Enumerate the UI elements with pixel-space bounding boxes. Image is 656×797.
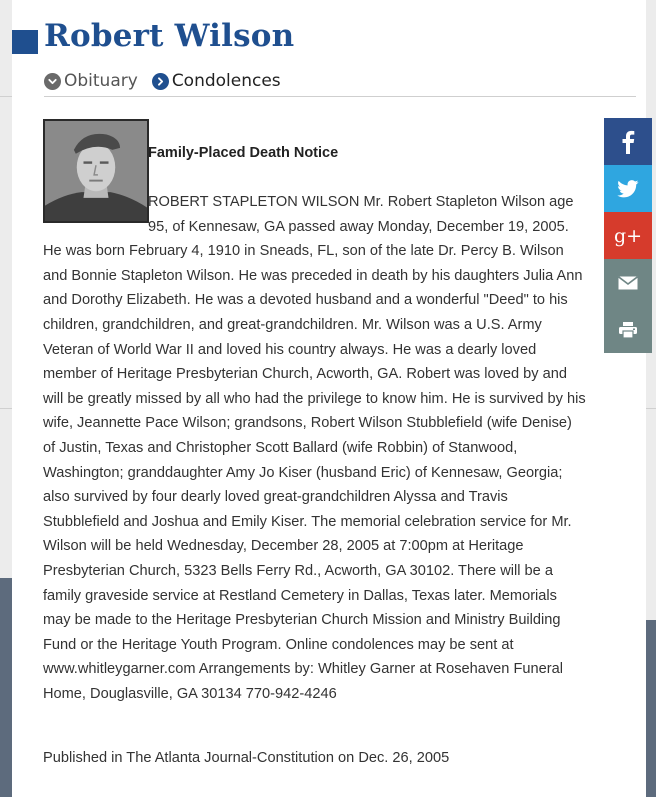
print-icon [619, 322, 637, 338]
tab-obituary-label: Obituary [64, 71, 138, 91]
obituary-body: ROBERT STAPLETON WILSON Mr. Robert Stapleton Wilson age 95, of Kennesaw, GA passed away Monday, December 19, 2005. He was born February 4, 1910 in Sneads, FL, son of the late Dr. Percy B. Wilson and Bonnie Stapleton Wilson. He was preceded in death by his daughters Julia Ann and Dorothy Elizabeth. He was a devoted husband and a wonderful "Deed" to his children, grandchildren, and great-grandchildren. Mr. Wilson was a U.S. Army Veteran of World War II and loved his country always. He was a dearly loved member of Heritage Presbyterian Church, Acworth, GA. Robert was loved by and will be greatly missed by all who had the privilege to know him. He is survived by his wife, Jeannette Pace Wilson; grandsons, Robert Wilson Stubblefield (wife Denise) of Justin, Texas and Christopher Scott Ballard (wife Robbin) of Stanwood, Washington; granddaughter Amy Jo Kiser (husband Eric) of Kennesaw, Georgia; also survived by four dearly loved great-grandchildren Alyssa and Travis Stubblefield and Joshua and Emily Kiser. The memorial celebration service for Mr. Wilson will be held Wednesday, December 28, 2005 at 7:00pm at Heritage Presbyterian Church, 5323 Bells Ferry Rd., Acworth, GA 30102. There will be a family graveside service at Restland Cemetery in Dallas, Texas later. Memorials may be made to the Heritage Presbyterian Church Mission and Ministry Building Fund or the Heritage Youth Program. Online condolences may be sent at www.whitleygarner.com Arrangements by: Whitley Garner at Rosehaven Funeral Home, Douglasville, GA 30134 770-942-4246 [43, 194, 586, 702]
tab-obituary[interactable] [44, 71, 138, 91]
tabs-divider [44, 96, 636, 97]
tab-condolences-label: Condolences [171, 71, 281, 91]
share-email-button[interactable] [604, 259, 652, 306]
chevron-down-icon [44, 73, 61, 90]
chevron-right-icon [152, 73, 169, 90]
page-title: Robert Wilson [44, 18, 295, 54]
title-accent-bar [12, 30, 38, 54]
background-footer [0, 578, 12, 797]
notice-heading: Family-Placed Death Notice [148, 145, 339, 161]
background-page-left [0, 0, 12, 797]
obituary-modal [12, 0, 646, 797]
background-divider [646, 408, 656, 409]
background-footer [646, 620, 656, 797]
tab-condolences[interactable] [152, 71, 281, 91]
share-google-plus-button[interactable] [604, 212, 652, 259]
facebook-icon [621, 130, 635, 154]
photo-wrap-spacer [43, 190, 148, 224]
background-divider [0, 96, 12, 97]
tab-bar [44, 70, 295, 92]
share-facebook-button[interactable] [604, 118, 652, 165]
share-bar [604, 118, 652, 353]
background-divider [0, 408, 12, 409]
share-print-button[interactable] [604, 306, 652, 353]
email-icon [618, 276, 638, 290]
share-twitter-button[interactable] [604, 165, 652, 212]
published-line: Published in The Atlanta Journal-Constitution on Dec. 26, 2005 [43, 750, 450, 766]
obituary-text-container [43, 190, 588, 706]
twitter-icon [617, 180, 639, 198]
google-plus-icon: g+ [613, 224, 643, 247]
